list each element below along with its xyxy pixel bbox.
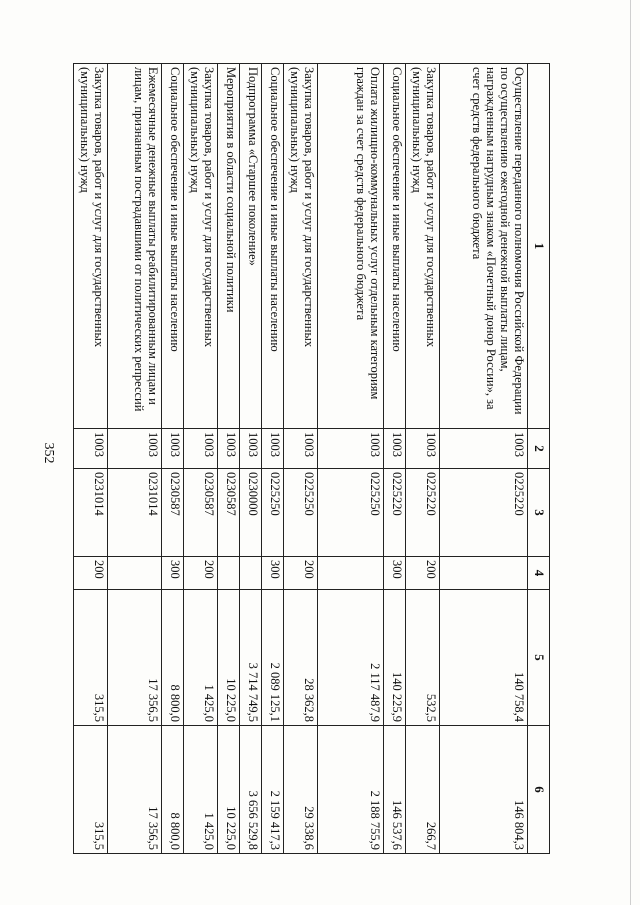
expense-type-code [218, 557, 240, 590]
page-number: 352 [41, 442, 56, 464]
amount-year-2: 3 656 529,8 [240, 726, 262, 854]
target-article-code: 0225250 [318, 469, 384, 557]
amount-year-2: 2 159 417,3 [262, 726, 284, 854]
section-code: 1003 [262, 429, 284, 469]
target-article-code: 0230000 [240, 469, 262, 557]
amount-year-2: 8 800,0 [162, 726, 184, 854]
target-article-code: 0230587 [162, 469, 184, 557]
expense-type-code [440, 557, 528, 590]
target-article-code: 0230587 [184, 469, 218, 557]
expense-type-code [318, 557, 384, 590]
column-header: 6 [528, 726, 550, 854]
section-code: 1003 [240, 429, 262, 469]
row-name: Социальное обеспечение и иные выплаты населению [262, 64, 284, 429]
section-code: 1003 [406, 429, 440, 469]
amount-year-2: 17 356,5 [108, 726, 162, 854]
table-row [262, 64, 284, 854]
amount-year-2: 10 225,0 [218, 726, 240, 854]
expense-type-code: 300 [262, 557, 284, 590]
table-row [108, 64, 162, 854]
row-name: Осуществление переданного полномочия Российской Федерации по осуществлению ежегодной денежной выплаты лицам, награжденным нагрудным знаком «Почетный донор России», за счет средств федерального бюджета [440, 64, 528, 429]
column-header: 3 [528, 469, 550, 557]
header-row [528, 64, 550, 854]
row-name: Закупка товаров, работ и услуг для государственных (муниципальных) нужд [74, 64, 108, 429]
table-row [440, 64, 528, 854]
amount-year-1: 3 714 749,5 [240, 590, 262, 726]
expense-type-code: 300 [162, 557, 184, 590]
expense-type-code: 200 [406, 557, 440, 590]
amount-year-1: 28 362,8 [284, 590, 318, 726]
section-code: 1003 [162, 429, 184, 469]
target-article-code: 0225250 [262, 469, 284, 557]
section-code: 1003 [318, 429, 384, 469]
expense-type-code: 300 [384, 557, 406, 590]
target-article-code: 0230587 [218, 469, 240, 557]
expense-type-code: 200 [284, 557, 318, 590]
rotated-table-container [78, 63, 550, 853]
column-header: 1 [528, 64, 550, 429]
column-header: 2 [528, 429, 550, 469]
row-name: Мероприятия в области социальной политики [218, 64, 240, 429]
amount-year-1: 532,5 [406, 590, 440, 726]
budget-table [73, 63, 550, 854]
table-row [162, 64, 184, 854]
expense-type-code [240, 557, 262, 590]
section-code: 1003 [440, 429, 528, 469]
amount-year-2: 29 338,6 [284, 726, 318, 854]
amount-year-2: 2 188 755,9 [318, 726, 384, 854]
table-row [384, 64, 406, 854]
amount-year-2: 146 804,3 [440, 726, 528, 854]
amount-year-1: 8 800,0 [162, 590, 184, 726]
column-header: 4 [528, 557, 550, 590]
row-name: Ежемесячные денежные выплаты реабилитированным лицам и лицам, признанным пострадавшими от политических репрессий [108, 64, 162, 429]
section-code: 1003 [218, 429, 240, 469]
table-row [318, 64, 384, 854]
target-article-code: 0225220 [406, 469, 440, 557]
section-code: 1003 [74, 429, 108, 469]
row-name: Оплата жилищно-коммунальных услуг отдельным категориям граждан за счет средств федерального бюджета [318, 64, 384, 429]
table-row [284, 64, 318, 854]
amount-year-1: 140 758,4 [440, 590, 528, 726]
amount-year-1: 2 117 487,9 [318, 590, 384, 726]
table-row [406, 64, 440, 854]
amount-year-1: 10 225,0 [218, 590, 240, 726]
amount-year-2: 1 425,0 [184, 726, 218, 854]
amount-year-2: 146 537,6 [384, 726, 406, 854]
section-code: 1003 [184, 429, 218, 469]
row-name: Закупка товаров, работ и услуг для государственных (муниципальных) нужд [406, 64, 440, 429]
row-name: Социальное обеспечение и иные выплаты населению [162, 64, 184, 429]
row-name: Подпрограмма «Старшее поколение» [240, 64, 262, 429]
section-code: 1003 [108, 429, 162, 469]
table-row [184, 64, 218, 854]
amount-year-2: 315,5 [74, 726, 108, 854]
amount-year-1: 17 356,5 [108, 590, 162, 726]
table-row [240, 64, 262, 854]
amount-year-2: 266,7 [406, 726, 440, 854]
table-row [218, 64, 240, 854]
table-row [74, 64, 108, 854]
target-article-code: 0225220 [440, 469, 528, 557]
row-name: Социальное обеспечение и иные выплаты населению [384, 64, 406, 429]
amount-year-1: 140 225,9 [384, 590, 406, 726]
target-article-code: 0231014 [108, 469, 162, 557]
target-article-code: 0231014 [74, 469, 108, 557]
scan-edge-line [630, 0, 631, 905]
expense-type-code: 200 [184, 557, 218, 590]
column-header: 5 [528, 590, 550, 726]
expense-type-code [108, 557, 162, 590]
section-code: 1003 [284, 429, 318, 469]
target-article-code: 0225250 [284, 469, 318, 557]
amount-year-1: 1 425,0 [184, 590, 218, 726]
amount-year-1: 315,5 [74, 590, 108, 726]
row-name: Закупка товаров, работ и услуг для государственных (муниципальных) нужд [184, 64, 218, 429]
expense-type-code: 200 [74, 557, 108, 590]
section-code: 1003 [384, 429, 406, 469]
amount-year-1: 2 089 125,1 [262, 590, 284, 726]
target-article-code: 0225220 [384, 469, 406, 557]
row-name: Закупка товаров, работ и услуг для государственных (муниципальных) нужд [284, 64, 318, 429]
